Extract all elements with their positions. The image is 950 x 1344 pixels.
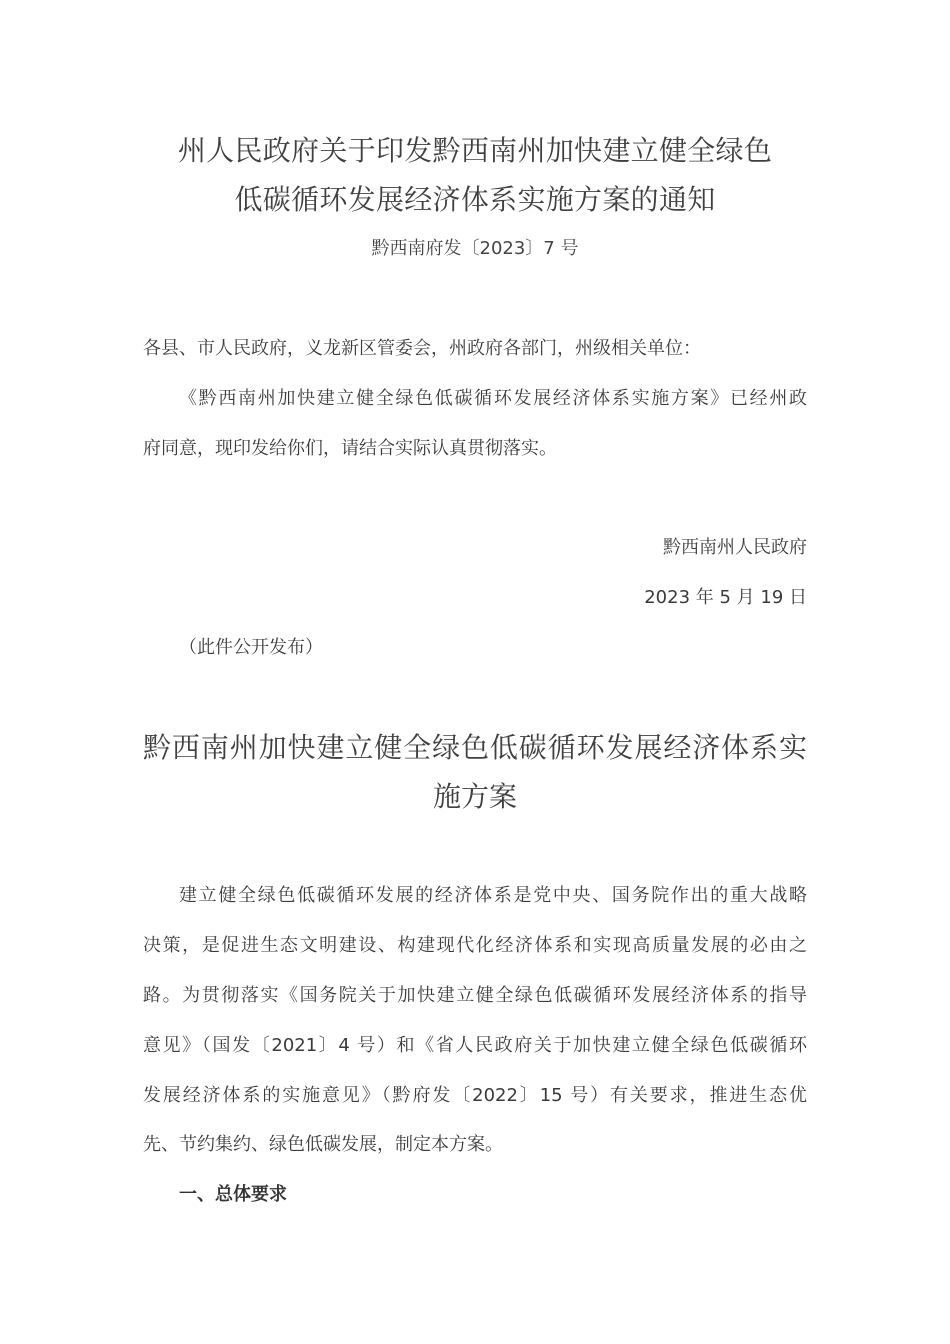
intro-line-1: 建立健全绿色低碳循环发展的经济体系是党中央、国务院作出的重大战略 [179,885,807,906]
intro-line-3: 路。为贯彻落实《国务院关于加快建立健全绿色低碳循环发展经济体系的指导 [143,985,807,1006]
intro-line-2: 决策，是促进生态文明建设、构建现代化经济体系和实现高质量发展的必由之 [143,935,807,956]
plan-title-line-1: 黔西南州加快建立健全绿色低碳循环发展经济体系实 [143,731,807,764]
signature: 黔西南州人民政府 [663,537,807,558]
notice-body-line-1: 《黔西南州加快建立健全绿色低碳循环发展经济体系实施方案》已经州政 [179,388,807,409]
issue-date: 2023 年 5 月 19 日 [644,587,807,608]
intro-line-5: 发展经济体系的实施意见》（黔府发〔2022〕15 号）有关要求，推进生态优 [143,1085,807,1106]
addressee: 各县、市人民政府，义龙新区管委会，州政府各部门，州级相关单位： [143,338,701,359]
notice-title-line-2: 低碳循环发展经济体系实施方案的通知 [234,183,716,216]
intro-line-6: 先、节约集约、绿色低碳发展，制定本方案。 [143,1134,503,1155]
intro-line-4: 意见》（国发〔2021〕4 号）和《省人民政府关于加快建立健全绿色低碳循环 [143,1035,807,1056]
plan-title-line-2: 施方案 [432,780,517,813]
document-number: 黔西南府发〔2023〕7 号 [371,238,579,259]
notice-body-line-2: 府同意，现印发给你们，请结合实际认真贯彻落实。 [143,438,557,459]
section-heading-general-requirements: 一、总体要求 [179,1184,287,1205]
notice-title-line-1: 州人民政府关于印发黔西南州加快建立健全绿色 [177,134,773,167]
publish-note: （此件公开发布） [179,637,323,658]
